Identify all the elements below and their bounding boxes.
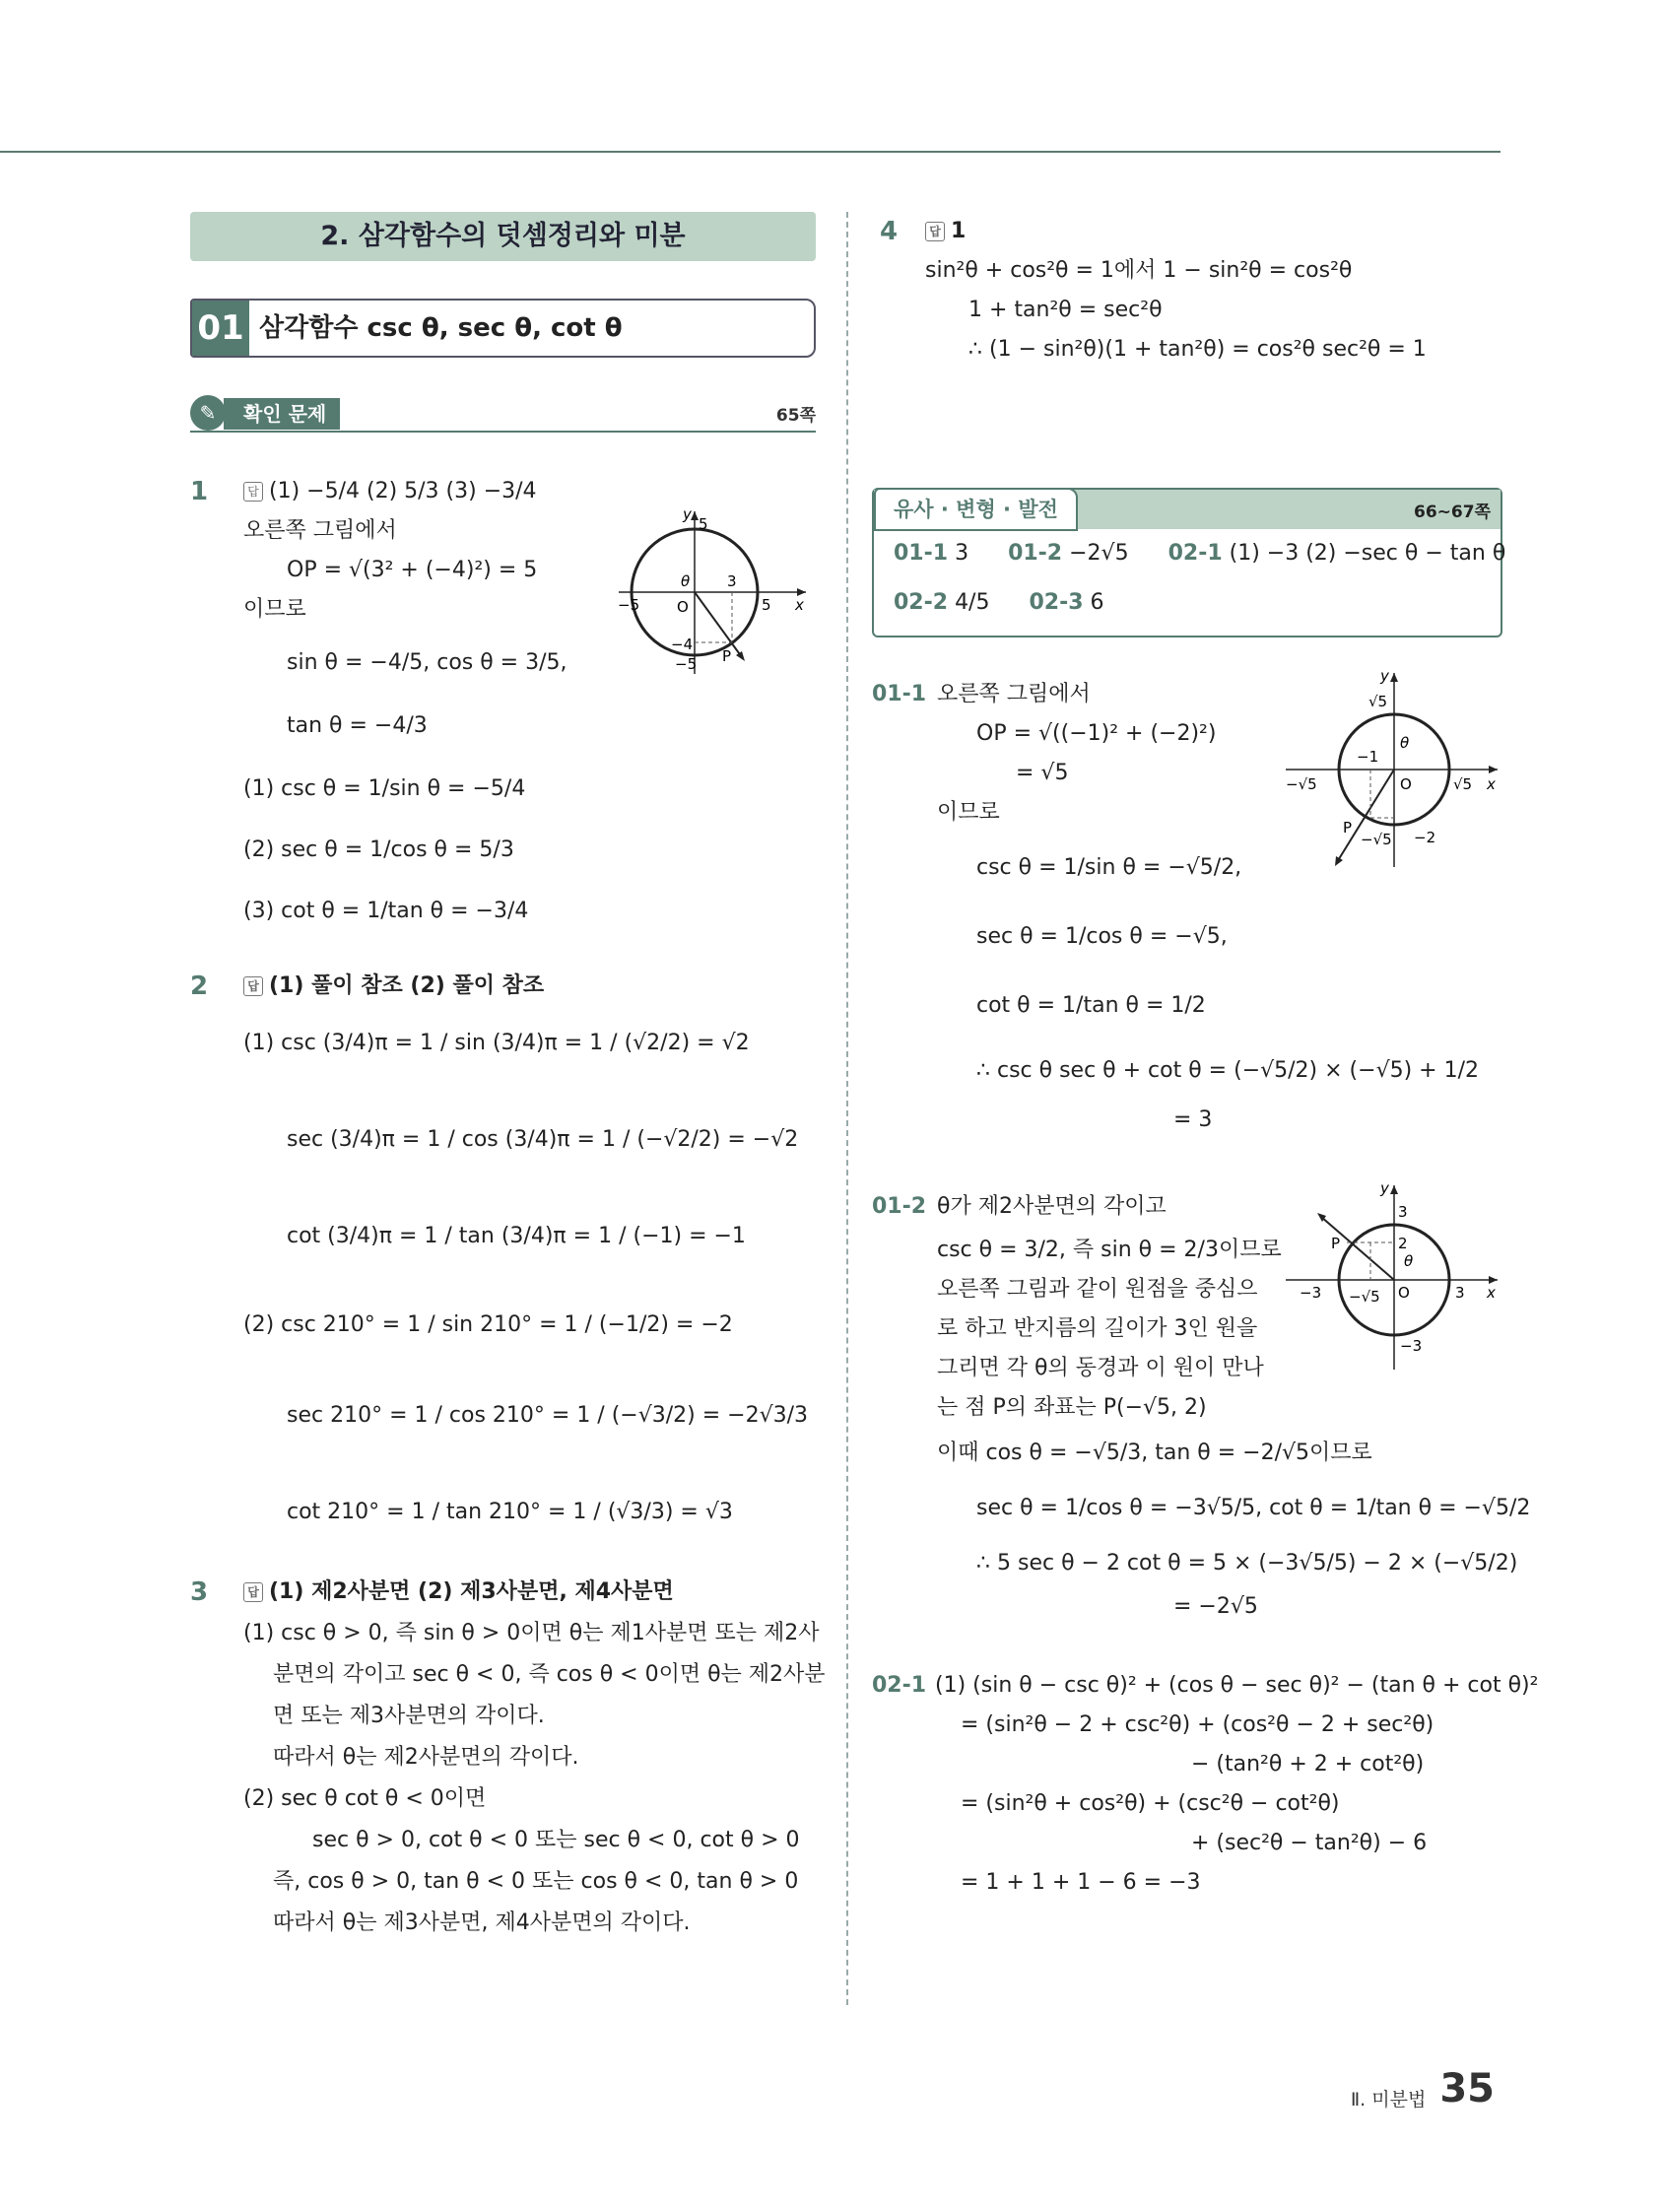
page-footer <box>1351 2066 1495 2111</box>
page-number: 35 <box>1439 2066 1495 2111</box>
topic-title: 삼각함수 csc θ, sec θ, cot θ <box>259 313 623 343</box>
tick-label: −1 <box>1357 748 1379 766</box>
answer: (1) 제2사분면 (2) 제3사분면, 제4사분면 <box>269 1579 674 1604</box>
solution-line: (1) csc θ > 0, 즉 sin θ > 0이면 θ는 제1사분면 또는 제2사 <box>243 1621 820 1645</box>
tick-label: 5 <box>762 596 771 614</box>
section-title: 2. 삼각함수의 덧셈정리와 미분 <box>190 212 816 261</box>
solution-line: 이므로 <box>243 597 306 622</box>
top-rule <box>0 151 1501 153</box>
similar-row <box>874 578 1501 628</box>
problem-3 <box>190 1572 826 1944</box>
solution-line: − (tan²θ + 2 + cot²θ) <box>1191 1752 1425 1776</box>
axis-label-y: y <box>683 505 692 523</box>
solution-line: sin²θ + cos²θ = 1에서 1 − sin²θ = cos²θ <box>925 258 1353 283</box>
angle-label: θ <box>1400 734 1410 752</box>
solution-line: (3) cot θ = 1/tan θ = −3/4 <box>243 899 529 923</box>
answer-icon: 답 <box>925 222 945 241</box>
similar-header <box>874 490 1501 529</box>
solution-id: 01-1 <box>872 682 927 706</box>
solution-line: = 1 + 1 + 1 − 6 = −3 <box>961 1870 1201 1895</box>
solution-line: cot (3/4)π = 1 / tan (3/4)π = 1 / (−1) = −1 <box>287 1224 746 1248</box>
tick-label: −3 <box>1400 1337 1423 1355</box>
answer: (1) −5/4 (2) 5/3 (3) −3/4 <box>269 479 537 503</box>
similar-id: 01-2 <box>1008 541 1063 566</box>
solution-line: ∴ csc θ sec θ + cot θ = (−√5/2) × (−√5) + 1/2 <box>976 1058 1479 1083</box>
tick-label: −2 <box>1414 829 1436 846</box>
problem-number: 2 <box>190 972 209 1001</box>
answer-icon: 답 <box>243 482 263 502</box>
solution-line: (2) csc 210° = 1 / sin 210° = 1 / (−1/2) = −2 <box>243 1312 733 1337</box>
similar-title: 유사 · 변형 · 발전 <box>874 488 1078 531</box>
tick-label: −5 <box>675 655 698 673</box>
solution-line: sin θ = −4/5, cos θ = 3/5, <box>287 650 567 675</box>
left-column <box>190 212 826 1944</box>
solution-line: 따라서 θ는 제2사분면의 각이다. <box>273 1745 579 1770</box>
check-page-ref: 65쪽 <box>775 406 816 426</box>
solution-02-1 <box>872 1666 1539 1903</box>
similar-id: 02-2 <box>894 590 949 615</box>
similar-row <box>874 529 1506 578</box>
solution-line: 1 + tan²θ = sec²θ <box>968 298 1163 322</box>
column-divider <box>846 212 848 2005</box>
solution-line: 그리면 각 θ의 동경과 이 원이 만나 <box>937 1356 1264 1380</box>
solution-id: 01-2 <box>872 1194 927 1219</box>
solution-line: 오른쪽 그림에서 <box>243 518 397 543</box>
tick-label: √5 <box>1368 693 1388 710</box>
angle-label: θ <box>1404 1252 1414 1270</box>
topic-box <box>190 299 816 358</box>
axis-label-x: x <box>1487 1284 1496 1302</box>
axis-label-y: y <box>1380 667 1389 685</box>
chapter-label: Ⅱ. 미분법 <box>1350 2089 1427 2111</box>
tick-label: −√5 <box>1349 1288 1380 1306</box>
right-column <box>872 212 1539 1903</box>
solution-line: = (sin²θ − 2 + csc²θ) + (cos²θ − 2 + sec²θ) <box>961 1712 1434 1737</box>
topic-number: 01 <box>192 301 249 356</box>
solution-line: + (sec²θ − tan²θ) − 6 <box>1191 1831 1428 1855</box>
tick-label: 2 <box>1398 1235 1408 1252</box>
solution-line: sec θ = 1/cos θ = −√5, <box>976 924 1228 949</box>
tick-label: −4 <box>671 636 694 653</box>
solution-line: tan θ = −4/3 <box>287 713 428 738</box>
answer: 1 <box>951 219 967 243</box>
tick-label: −√5 <box>1286 775 1317 793</box>
similar-value: 4/5 <box>955 590 990 615</box>
solution-line: cot 210° = 1 / tan 210° = 1 / (√3/3) = √3 <box>287 1500 733 1524</box>
similar-id: 02-1 <box>1168 541 1223 566</box>
solution-01-2 <box>872 1179 1531 1627</box>
solution-line: 따라서 θ는 제3사분면, 제4사분면의 각이다. <box>273 1910 691 1935</box>
solution-line: 로 하고 반지름의 길이가 3인 원을 <box>937 1316 1258 1341</box>
tick-label: 3 <box>1455 1284 1465 1302</box>
solution-line: 면 또는 제3사분면의 각이다. <box>273 1704 545 1728</box>
problem-number: 4 <box>880 217 899 246</box>
tick-label: √5 <box>1453 775 1473 793</box>
unit-circle-diagram-2 <box>1286 665 1502 872</box>
problem-number: 3 <box>190 1577 209 1607</box>
axis-label-x: x <box>795 596 804 614</box>
solution-line: OP = √((−1)² + (−2)²) <box>976 721 1217 746</box>
solution-line: 는 점 P의 좌표는 P(−√5, 2) <box>937 1395 1207 1420</box>
point-label: P <box>722 647 732 665</box>
tick-label: −3 <box>1300 1284 1322 1302</box>
answer-icon: 답 <box>243 1582 263 1602</box>
solution-line: sec θ = 1/cos θ = −3√5/5, cot θ = 1/tan θ = −√5/2 <box>976 1496 1531 1520</box>
solution-line: (2) sec θ = 1/cos θ = 5/3 <box>243 838 514 862</box>
solution-line: csc θ = 1/sin θ = −√5/2, <box>976 855 1242 880</box>
check-header <box>190 395 816 433</box>
solution-line: csc θ = 3/2, 즉 sin θ = 2/3이므로 <box>937 1238 1282 1262</box>
similar-id: 01-1 <box>894 541 949 566</box>
solution-line: 분면의 각이고 sec θ < 0, 즉 cos θ < 0이면 θ는 제2사분 <box>273 1662 826 1687</box>
origin-label: O <box>677 598 689 616</box>
unit-circle-diagram-1 <box>614 502 811 679</box>
origin-label: O <box>1400 775 1412 793</box>
origin-label: O <box>1398 1284 1410 1302</box>
solution-line: 이므로 <box>937 800 1000 825</box>
solution-line: OP = √(3² + (−4)²) = 5 <box>287 558 538 582</box>
problem-number: 1 <box>190 477 209 506</box>
tick-label: −√5 <box>1361 831 1392 848</box>
problem-4 <box>872 212 1502 369</box>
answer-icon: 답 <box>243 976 263 996</box>
check-label: 확인 문제 <box>224 398 340 430</box>
solution-01-1 <box>872 667 1502 1140</box>
tick-label: 3 <box>1398 1203 1408 1221</box>
solution-line: = 3 <box>1173 1107 1213 1132</box>
axis-label-x: x <box>1487 775 1496 793</box>
unit-circle-diagram-3 <box>1286 1177 1502 1374</box>
solution-line: 이때 cos θ = −√5/3, tan θ = −2/√5이므로 <box>937 1441 1372 1465</box>
solution-line: (1) (sin θ − csc θ)² + (cos θ − sec θ)² − (tan θ + cot θ)² <box>935 1673 1539 1698</box>
tick-label: 3 <box>727 572 737 590</box>
solution-line: 오른쪽 그림과 같이 원점을 중심으 <box>937 1277 1258 1302</box>
similar-value: 3 <box>955 541 969 566</box>
pencil-icon: ✎ <box>190 395 226 431</box>
similar-value: (1) −3 (2) −sec θ − tan θ <box>1229 541 1506 566</box>
solution-line: 오른쪽 그림에서 <box>937 682 1091 706</box>
solution-line: ∴ (1 − sin²θ)(1 + tan²θ) = cos²θ sec²θ = 1 <box>968 337 1427 362</box>
solution-line: sec 210° = 1 / cos 210° = 1 / (−√3/2) = −2√3/3 <box>287 1403 809 1428</box>
solution-line: (1) csc (3/4)π = 1 / sin (3/4)π = 1 / (√2/2) = √2 <box>243 1031 750 1055</box>
solution-line: ∴ 5 sec θ − 2 cot θ = 5 × (−3√5/5) − 2 × (−√5/2) <box>976 1551 1518 1575</box>
solution-id: 02-1 <box>872 1673 927 1698</box>
answer: (1) 풀이 참조 (2) 풀이 참조 <box>269 973 545 998</box>
problem-2 <box>190 967 816 1532</box>
problem-1 <box>190 472 816 931</box>
angle-label: θ <box>681 572 691 590</box>
solution-line: (1) csc θ = 1/sin θ = −5/4 <box>243 776 526 801</box>
tick-label: −5 <box>618 596 640 614</box>
solution-line: = −2√5 <box>1173 1594 1258 1619</box>
solution-line: (2) sec θ cot θ < 0이면 <box>243 1786 487 1811</box>
similar-problems-box <box>872 488 1506 637</box>
point-label: P <box>1343 819 1353 837</box>
solution-line: = √5 <box>1016 761 1069 785</box>
similar-id: 02-3 <box>1029 590 1084 615</box>
solution-line: cot θ = 1/tan θ = 1/2 <box>976 993 1206 1018</box>
axis-label-y: y <box>1380 1179 1389 1197</box>
tick-label: 5 <box>699 515 708 533</box>
solution-line: = (sin²θ + cos²θ) + (csc²θ − cot²θ) <box>961 1791 1340 1816</box>
similar-value: −2√5 <box>1069 541 1129 566</box>
solution-line: 즉, cos θ > 0, tan θ < 0 또는 cos θ < 0, tan θ > 0 <box>273 1869 799 1894</box>
solution-line: θ가 제2사분면의 각이고 <box>937 1194 1167 1219</box>
similar-pages: 66~67쪽 <box>1414 503 1491 522</box>
solution-line: sec θ > 0, cot θ < 0 또는 sec θ < 0, cot θ > 0 <box>312 1828 800 1852</box>
similar-value: 6 <box>1090 590 1104 615</box>
point-label: P <box>1331 1235 1341 1252</box>
solution-line: sec (3/4)π = 1 / cos (3/4)π = 1 / (−√2/2) = −√2 <box>287 1127 799 1152</box>
